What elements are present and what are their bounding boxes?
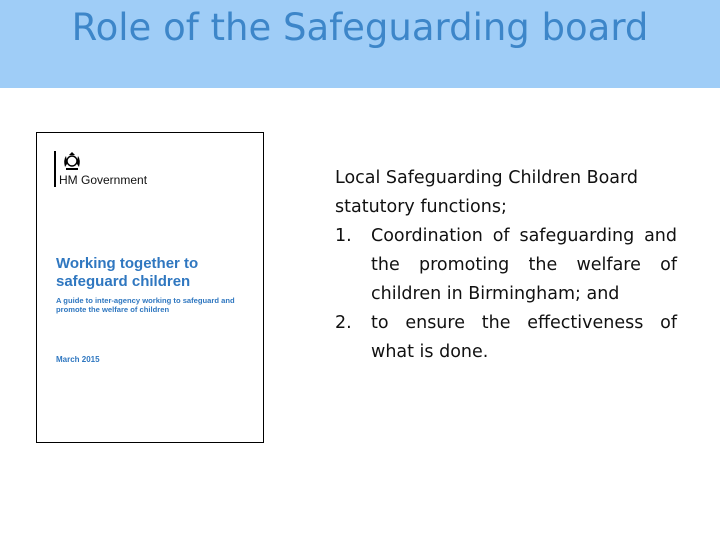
- cover-date: March 2015: [56, 355, 100, 364]
- crest-divider: [54, 151, 56, 187]
- list-item-text: Coordination of safeguarding and the promoting the welfare of children in Birmingham; and: [371, 226, 677, 304]
- slide-title: Role of the Safeguarding board: [71, 6, 649, 49]
- intro-text: Local Safeguarding Children Board statutory functions;: [335, 168, 639, 217]
- slide-content: [335, 164, 677, 367]
- list-item: [335, 222, 677, 309]
- royal-coat-of-arms-icon: [61, 151, 83, 171]
- list-item: [335, 309, 677, 367]
- list-item-number: 2.: [335, 313, 352, 333]
- document-cover-image: [36, 132, 264, 443]
- list-item-text: to ensure the effectiveness of what is done.: [371, 313, 677, 362]
- cover-heading: Working together to safeguard children: [56, 255, 199, 290]
- government-name: HM Government: [59, 173, 148, 187]
- cover-subheading: A guide to inter-agency working to safeguard and promote the welfare of children: [56, 296, 235, 314]
- list-item-number: 1.: [335, 226, 352, 246]
- functions-list: [335, 222, 677, 367]
